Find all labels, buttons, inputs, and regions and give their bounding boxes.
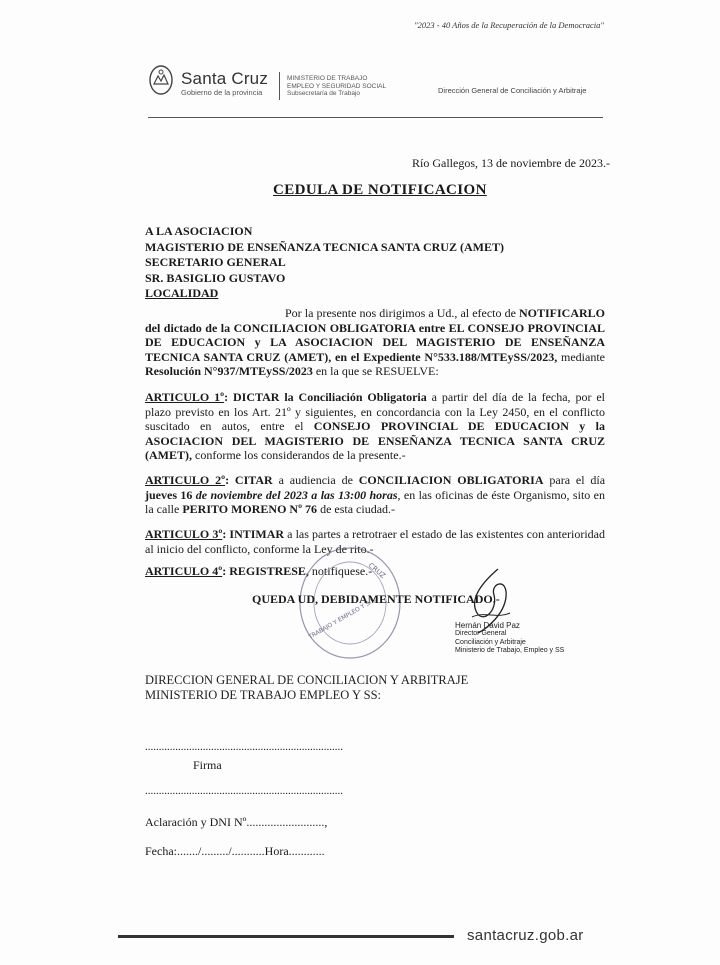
signatory-block (455, 622, 564, 655)
institution-line: DIRECCION GENERAL DE CONCILIACION Y ARBITRAJE (145, 673, 469, 687)
svg-text:CRUZ: CRUZ (366, 561, 387, 581)
addressee-block (145, 224, 504, 302)
svg-text:TRABAJO Y EMPLEO Y S.S.: TRABAJO Y EMPLEO Y S.S. (307, 596, 378, 641)
ministry-line: EMPLEO Y SEGURIDAD SOCIAL (287, 82, 387, 90)
ministry-block (287, 75, 386, 98)
brand-subtitle: Gobierno de la provincia (181, 88, 263, 97)
brand-name: Santa Cruz (181, 69, 269, 88)
ministry-line: Subsecretaría de Trabajo (287, 90, 360, 97)
notified-statement: QUEDA UD, DEBIDAMENTE NOTIFICADO.- (252, 592, 500, 606)
footer-url: santacruz.gob.ar (467, 927, 584, 944)
addressee-line: A LA ASOCIACION (145, 224, 253, 238)
footer-rule (118, 935, 454, 938)
clarification-line: ........................................................................ (145, 785, 343, 797)
header-motto: "2023 - 40 Años de la Recuperación de la Democracia" (414, 20, 604, 30)
document-date: Río Gallegos, 13 de noviembre de 2023.- (412, 156, 610, 170)
institution-line: MINISTERIO DE TRABAJO EMPLEO Y SS: (145, 688, 382, 702)
direccion-header: Dirección General de Conciliación y Arbitraje (438, 86, 587, 95)
signatory-role: Conciliación y Arbitraje (455, 638, 526, 646)
signatory-role: Ministerio de Trabajo, Empleo y SS (455, 646, 565, 654)
intro-paragraph: Por la presente nos dirigimos a Ud., al efecto de NOTIFICARLO del dictado de la CONCILIACION OBLIGATORIA entre EL CONSEJO PROVINCIAL DE EDUCACION y LA ASOCIACION DEL MAGISTERIO DE ENSEÑANZA TECNICA SANTA CRUZ (AMET), en el Expediente N°533.188/MTEySS/2023, mediante Resolución N°937/MTEySS/2023 en la que se RESUELVE: (145, 306, 605, 378)
province-logo-icon (148, 64, 174, 96)
addressee-locality: LOCALIDAD (145, 286, 219, 300)
addressee-line: SR. BASIGLIO GUSTAVO (145, 270, 286, 285)
signature-line: ........................................................................ (145, 741, 343, 753)
document-title: CEDULA DE NOTIFICACION (273, 182, 487, 198)
header-divider (279, 72, 280, 100)
article-4: ARTICULO 4º: REGISTRESE, notifiquese.- (145, 564, 373, 578)
fecha-hora-field: Fecha:......./........./...........Hora............ (145, 844, 325, 858)
header-rule (148, 117, 603, 118)
article-3: ARTICULO 3º: INTIMAR a las partes a retrotraer el estado de las existentes con anterioridad al inicio del conflicto, conforme la Ley de rito.- (145, 527, 606, 556)
addressee-line: MAGISTERIO DE ENSEÑANZA TECNICA SANTA CRUZ (AMET) (145, 239, 504, 254)
article-2: ARTICULO 2º: CITAR a audiencia de CONCILIACION OBLIGATORIA para el día jueves 16 de noviembre del 2023 a las 13:00 horas, en las oficinas de éste Organismo, sito en la calle PERITO MORENO Nº 76 de esta ciudad.- (145, 473, 606, 516)
aclaracion-dni-field: Aclaración y DNI Nº.........................., (145, 815, 328, 829)
signatory-name: Hernán David Paz (455, 621, 520, 630)
ministry-line: MINISTERIO DE TRABAJO (287, 75, 368, 82)
article-1: ARTICULO 1º: DICTAR la Conciliación Obligatoria a partir del día de la fecha, por el plazo previsto en los Art. 21º y siguientes, en concordancia con la Ley 2450, en el conflicto suscitado en autos, entre el CONSEJO PROVINCIAL DE EDUCACION y la ASOCIACION DEL MAGISTERIO DE ENSEÑANZA TECNICA SANTA CRUZ (AMET), conforme los considerandos de la presente.- (145, 390, 605, 462)
addressee-line: SECRETARIO GENERAL (145, 255, 286, 269)
issuing-institution (145, 673, 468, 703)
firma-label: Firma (193, 758, 222, 772)
signatory-role: Director General (455, 630, 507, 638)
